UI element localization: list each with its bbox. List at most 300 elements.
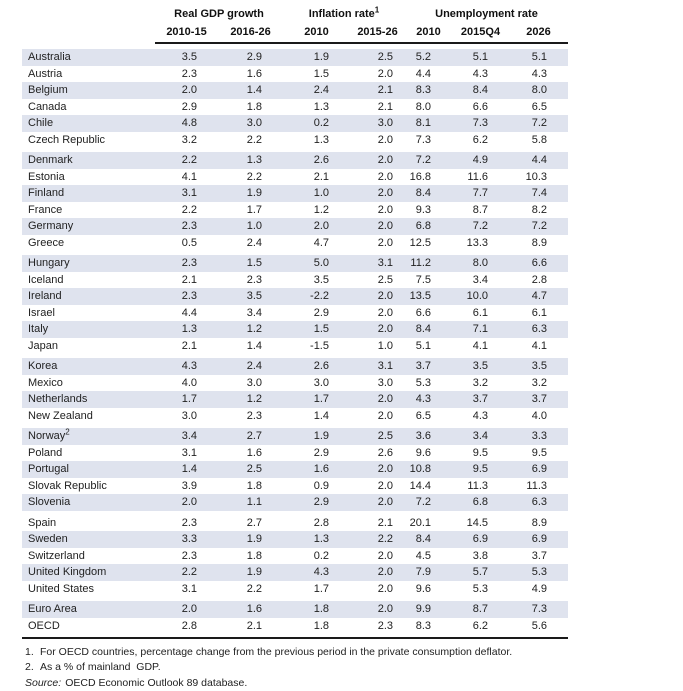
- value-cell: 9.5: [531, 446, 547, 459]
- country-name: Hungary: [28, 257, 70, 269]
- country-name: New Zealand: [28, 409, 93, 422]
- value-cell: 3.0: [218, 115, 283, 132]
- country-name: Estonia: [28, 170, 65, 183]
- value-cell: 3.6: [405, 428, 452, 445]
- value-cell: 2.5: [377, 273, 393, 286]
- source-line: [25, 676, 683, 691]
- country-cell: [22, 115, 155, 132]
- country-name: Germany: [28, 220, 74, 232]
- value-cell: 9.6: [415, 446, 431, 459]
- value-cell: 6.3: [509, 321, 568, 338]
- value-cell: 8.4: [405, 321, 452, 338]
- value-cell: 4.3: [283, 564, 350, 581]
- value-cell: 3.1: [155, 185, 218, 202]
- value-cell: 5.7: [452, 564, 509, 581]
- value-cell: 2.0: [350, 391, 405, 408]
- value-cell: 2.0: [377, 582, 393, 595]
- value-cell: 1.6: [218, 601, 283, 618]
- economic-outlook-table: [22, 5, 568, 634]
- country-name: OECD: [28, 619, 60, 632]
- value-cell: 5.2: [405, 49, 452, 66]
- column-subheader: 2026: [509, 22, 568, 43]
- value-cell: 2.6: [283, 152, 350, 169]
- value-cell: 2.0: [283, 218, 350, 235]
- value-cell: 9.5: [472, 446, 488, 459]
- value-cell: 1.9: [218, 531, 283, 548]
- value-cell: 1.4: [155, 461, 218, 478]
- value-cell: 7.2: [452, 218, 509, 235]
- value-cell: 2.9: [218, 49, 283, 66]
- value-cell: 1.6: [246, 67, 262, 80]
- value-cell: 3.3: [509, 428, 568, 445]
- table-row: [22, 218, 568, 235]
- value-cell: 2.0: [377, 479, 393, 492]
- table-row: [22, 321, 568, 338]
- value-cell: 3.1: [350, 255, 405, 272]
- value-cell: 2.5: [218, 461, 283, 478]
- value-cell: 1.6: [283, 461, 350, 478]
- value-cell: 2.8: [313, 516, 329, 529]
- value-cell: 2.1: [246, 619, 262, 632]
- value-cell: 3.2: [531, 376, 547, 389]
- country-name: Greece: [28, 236, 65, 249]
- value-cell: 13.3: [466, 236, 488, 249]
- value-cell: 6.2: [472, 619, 488, 632]
- value-cell: 2.2: [350, 531, 405, 548]
- country-cell: [22, 548, 155, 565]
- value-cell: 7.2: [509, 115, 568, 132]
- value-cell: 1.8: [246, 479, 262, 492]
- value-cell: 4.3: [155, 358, 218, 375]
- value-cell: 5.1: [452, 49, 509, 66]
- value-cell: 1.3: [218, 152, 283, 169]
- value-cell: 3.1: [350, 358, 405, 375]
- value-cell: 4.7: [509, 288, 568, 305]
- value-cell: 1.7: [283, 391, 350, 408]
- value-cell: 4.1: [531, 339, 547, 352]
- country-name: Canada: [28, 100, 67, 113]
- column-subheader: 2015-26: [350, 22, 405, 43]
- value-cell: 14.5: [466, 516, 488, 529]
- value-cell: 2.1: [181, 339, 197, 352]
- value-cell: 16.8: [409, 170, 431, 183]
- table-row: [22, 408, 568, 425]
- header-subrow: [22, 22, 568, 43]
- value-cell: 1.7: [155, 391, 218, 408]
- value-cell: 4.0: [531, 409, 547, 422]
- column-group-header: [155, 5, 283, 22]
- value-cell: 3.0: [246, 376, 262, 389]
- table-row: [22, 255, 568, 272]
- country-name: Spain: [28, 516, 57, 529]
- value-cell: 2.3: [246, 273, 262, 286]
- country-cell: [22, 321, 155, 338]
- value-cell: 11.3: [526, 479, 547, 492]
- value-cell: 2.4: [218, 358, 283, 375]
- value-cell: 3.7: [531, 549, 547, 562]
- country-name: Slovak Republic: [28, 479, 107, 492]
- value-cell: 6.5: [531, 100, 547, 113]
- header-group-row: [22, 5, 568, 22]
- value-cell: 10.8: [405, 461, 452, 478]
- value-cell: 8.4: [405, 185, 452, 202]
- value-cell: 6.9: [509, 531, 568, 548]
- country-cell: [22, 82, 155, 99]
- country-cell: [22, 255, 155, 272]
- value-cell: 2.0: [350, 461, 405, 478]
- column-group-header: [283, 5, 405, 22]
- value-cell: 6.9: [509, 461, 568, 478]
- country-name: Iceland: [28, 273, 64, 286]
- country-name: Mexico: [28, 376, 63, 389]
- value-cell: 7.7: [452, 185, 509, 202]
- country-cell: [22, 202, 155, 219]
- country-name: Euro Area: [28, 603, 77, 615]
- table-row: [22, 115, 568, 132]
- footnote-2: [25, 660, 683, 675]
- value-cell: 8.4: [452, 82, 509, 99]
- country-cell: [22, 581, 155, 598]
- country-cell: [22, 375, 155, 392]
- country-cell: [22, 49, 155, 66]
- table-row: [22, 169, 568, 186]
- value-cell: 2.9: [181, 100, 197, 113]
- country-name: Israel: [28, 306, 55, 319]
- value-cell: -2.2: [283, 288, 350, 305]
- country-name: Korea: [28, 360, 58, 372]
- value-cell: 4.9: [452, 152, 509, 169]
- column-group-label: Inflation rate: [308, 7, 375, 20]
- country-cell: [22, 66, 155, 83]
- value-cell: 1.3: [313, 133, 329, 146]
- value-cell: 2.3: [181, 549, 197, 562]
- value-cell: 20.1: [409, 516, 431, 529]
- value-cell: 4.3: [531, 67, 547, 80]
- value-cell: 11.6: [467, 170, 488, 183]
- value-cell: 5.1: [509, 49, 568, 66]
- country-cell: [22, 185, 155, 202]
- value-cell: 6.1: [531, 306, 547, 319]
- value-cell: 2.0: [350, 494, 405, 511]
- value-cell: 0.2: [313, 549, 329, 562]
- country-cell: [22, 461, 155, 478]
- value-cell: 9.6: [415, 582, 431, 595]
- country-cell: [22, 99, 155, 116]
- value-cell: 2.1: [350, 82, 405, 99]
- country-cell: [22, 531, 155, 548]
- value-cell: 3.0: [377, 376, 393, 389]
- value-cell: 4.1: [181, 170, 197, 183]
- country-cell: [22, 358, 155, 375]
- value-cell: 2.2: [181, 203, 197, 216]
- value-cell: 3.5: [218, 288, 283, 305]
- country-name: Netherlands: [28, 393, 88, 405]
- value-cell: 6.1: [472, 306, 488, 319]
- value-cell: 7.2: [405, 152, 452, 169]
- value-cell: 2.3: [181, 516, 197, 529]
- value-cell: 8.3: [405, 82, 452, 99]
- table-row: [22, 202, 568, 219]
- country-name: Ireland: [28, 290, 62, 302]
- value-cell: 13.5: [405, 288, 452, 305]
- footnote-text: As a % of mainland GDP.: [40, 661, 161, 673]
- value-cell: 6.6: [472, 100, 488, 113]
- country-name: Chile: [28, 117, 54, 129]
- value-cell: 2.5: [350, 49, 405, 66]
- country-name: Italy: [28, 323, 49, 335]
- value-cell: 4.3: [472, 409, 488, 422]
- value-cell: 1.3: [283, 531, 350, 548]
- country-name: United Kingdom: [28, 566, 107, 578]
- table-row: [22, 515, 568, 532]
- country-cell: [22, 272, 155, 289]
- value-cell: 8.0: [452, 255, 509, 272]
- country-cell: [22, 494, 155, 511]
- value-cell: 3.3: [155, 531, 218, 548]
- value-cell: 2.0: [377, 549, 393, 562]
- table-row: [22, 338, 568, 355]
- value-cell: 2.3: [155, 218, 218, 235]
- value-cell: 0.9: [313, 479, 329, 492]
- table-row: [22, 272, 568, 289]
- value-cell: 2.0: [377, 67, 393, 80]
- country-cell: [22, 428, 155, 445]
- value-cell: 0.2: [283, 115, 350, 132]
- value-cell: 8.7: [452, 601, 509, 618]
- value-cell: 3.1: [181, 446, 197, 459]
- value-cell: 5.6: [531, 619, 547, 632]
- value-cell: 9.5: [452, 461, 509, 478]
- value-cell: 2.2: [246, 582, 262, 595]
- table-header: [22, 5, 568, 43]
- country-name: Poland: [28, 446, 63, 459]
- value-cell: 14.4: [409, 479, 431, 492]
- value-cell: 1.5: [313, 67, 329, 80]
- value-cell: 3.5: [452, 358, 509, 375]
- country-cell: [22, 235, 155, 252]
- value-cell: 2.2: [155, 152, 218, 169]
- value-cell: 7.9: [405, 564, 452, 581]
- value-cell: 5.3: [415, 376, 431, 389]
- value-cell: 5.3: [472, 582, 488, 595]
- value-cell: 2.8: [181, 619, 197, 632]
- value-cell: 3.8: [472, 549, 488, 562]
- value-cell: 3.5: [313, 273, 329, 286]
- value-cell: 1.1: [218, 494, 283, 511]
- value-cell: -1.5: [310, 339, 329, 352]
- value-cell: 2.0: [377, 133, 393, 146]
- value-cell: 2.3: [246, 409, 262, 422]
- footnote-text: For OECD countries, percentage change from the previous period in the private consumption deflator.: [40, 646, 513, 658]
- value-cell: 2.2: [246, 133, 262, 146]
- value-cell: 8.0: [415, 100, 431, 113]
- table-bottom-rule: [22, 637, 568, 639]
- value-cell: 4.1: [472, 339, 488, 352]
- country-cell: [22, 445, 155, 462]
- value-cell: 2.0: [350, 564, 405, 581]
- value-cell: 2.8: [531, 273, 547, 286]
- value-cell: 1.9: [218, 564, 283, 581]
- value-cell: 4.7: [313, 236, 329, 249]
- table-row: [22, 428, 568, 445]
- value-cell: 3.0: [181, 409, 197, 422]
- value-cell: 9.9: [405, 601, 452, 618]
- source-label: Source:: [25, 677, 62, 689]
- value-cell: 1.4: [313, 409, 329, 422]
- country-name: Australia: [28, 51, 71, 63]
- value-cell: 1.7: [246, 203, 262, 216]
- value-cell: 3.4: [246, 306, 262, 319]
- value-cell: 3.2: [181, 133, 197, 146]
- value-cell: 6.5: [415, 409, 431, 422]
- table-row: [22, 288, 568, 305]
- value-cell: 2.0: [377, 409, 393, 422]
- value-cell: 8.4: [405, 531, 452, 548]
- value-cell: 8.1: [405, 115, 452, 132]
- value-cell: 1.2: [313, 203, 329, 216]
- footnote-marker: 2: [65, 427, 70, 437]
- table-row: [22, 601, 568, 618]
- value-cell: 6.2: [472, 133, 488, 146]
- value-cell: 4.4: [509, 152, 568, 169]
- country-cell: [22, 152, 155, 169]
- value-cell: 6.9: [452, 531, 509, 548]
- table-row: [22, 445, 568, 462]
- footnote-1: [25, 645, 683, 660]
- value-cell: 2.6: [283, 358, 350, 375]
- country-name: Switzerland: [28, 549, 85, 562]
- value-cell: 7.3: [509, 601, 568, 618]
- value-cell: 2.4: [283, 82, 350, 99]
- value-cell: 7.3: [452, 115, 509, 132]
- country-cell: [22, 338, 155, 355]
- value-cell: 1.8: [313, 619, 329, 632]
- table-row: [22, 618, 568, 635]
- value-cell: 3.7: [509, 391, 568, 408]
- column-subheader: 2010: [405, 22, 452, 43]
- value-cell: 2.7: [246, 516, 262, 529]
- value-cell: 2.0: [350, 152, 405, 169]
- value-cell: 2.1: [377, 516, 393, 529]
- value-cell: 2.0: [155, 82, 218, 99]
- country-cell: [22, 169, 155, 186]
- value-cell: 2.1: [181, 273, 197, 286]
- value-cell: 2.0: [377, 236, 393, 249]
- value-cell: 1.2: [218, 321, 283, 338]
- country-cell: [22, 305, 155, 322]
- table-row: [22, 548, 568, 565]
- country-name: Slovenia: [28, 496, 71, 508]
- column-subheader: 2016-26: [218, 22, 283, 43]
- value-cell: 4.4: [181, 306, 197, 319]
- value-cell: 4.4: [415, 67, 431, 80]
- value-cell: 2.0: [350, 218, 405, 235]
- value-cell: 1.5: [218, 255, 283, 272]
- value-cell: 1.4: [246, 339, 262, 352]
- value-cell: 4.3: [405, 391, 452, 408]
- value-cell: 8.0: [509, 82, 568, 99]
- value-cell: 2.0: [377, 306, 393, 319]
- country-name: France: [28, 203, 63, 216]
- value-cell: 7.5: [415, 273, 431, 286]
- column-subheader: 2010: [283, 22, 350, 43]
- value-cell: 2.1: [377, 100, 393, 113]
- value-cell: 8.9: [531, 236, 547, 249]
- value-cell: 1.6: [246, 446, 262, 459]
- value-cell: 4.8: [155, 115, 218, 132]
- country-cell: [22, 601, 155, 618]
- country-name: Austria: [28, 67, 63, 80]
- value-cell: 2.3: [181, 67, 197, 80]
- column-group-label: Real GDP growth: [174, 7, 264, 20]
- value-cell: 3.4: [472, 273, 488, 286]
- value-cell: 3.9: [181, 479, 197, 492]
- value-cell: 5.8: [531, 133, 547, 146]
- value-cell: 3.5: [155, 49, 218, 66]
- value-cell: 10.3: [525, 170, 547, 183]
- country-cell: [22, 408, 155, 425]
- country-name: United States: [28, 582, 95, 595]
- footnote-number: 2.: [25, 661, 34, 673]
- value-cell: 11.2: [405, 255, 452, 272]
- value-cell: 8.9: [531, 516, 547, 529]
- value-cell: 8.2: [531, 203, 547, 216]
- value-cell: 2.5: [350, 428, 405, 445]
- table-row: [22, 494, 568, 511]
- table-row: [22, 185, 568, 202]
- table-row: [22, 358, 568, 375]
- value-cell: 3.7: [405, 358, 452, 375]
- value-cell: 1.9: [218, 185, 283, 202]
- value-cell: 3.0: [350, 115, 405, 132]
- value-cell: 3.7: [452, 391, 509, 408]
- table-row: [22, 49, 568, 66]
- value-cell: 11.3: [467, 479, 488, 492]
- value-cell: 2.0: [350, 601, 405, 618]
- value-cell: 1.5: [283, 321, 350, 338]
- value-cell: 6.8: [452, 494, 509, 511]
- country-cell: [22, 515, 155, 532]
- value-cell: 9.3: [415, 203, 431, 216]
- country-cell: [22, 618, 155, 635]
- country-cell: [22, 478, 155, 495]
- value-cell: 6.3: [509, 494, 568, 511]
- country-name: Czech Republic: [28, 133, 106, 146]
- table-row: [22, 82, 568, 99]
- value-cell: 3.2: [472, 376, 488, 389]
- value-cell: 7.2: [405, 494, 452, 511]
- table-row: [22, 564, 568, 581]
- table-row: [22, 235, 568, 252]
- value-cell: 8.3: [415, 619, 431, 632]
- value-cell: 4.9: [531, 582, 547, 595]
- corner-cell: [22, 22, 155, 43]
- value-cell: 2.0: [155, 601, 218, 618]
- value-cell: 2.0: [350, 321, 405, 338]
- value-cell: 7.2: [509, 218, 568, 235]
- value-cell: 5.1: [415, 339, 431, 352]
- value-cell: 2.3: [155, 255, 218, 272]
- footnotes: [25, 645, 683, 691]
- value-cell: 4.5: [415, 549, 431, 562]
- value-cell: 2.0: [155, 494, 218, 511]
- value-cell: 2.0: [350, 288, 405, 305]
- table-row: [22, 66, 568, 83]
- country-cell: [22, 218, 155, 235]
- value-cell: 1.7: [313, 582, 329, 595]
- value-cell: 2.2: [246, 170, 262, 183]
- table-row: [22, 375, 568, 392]
